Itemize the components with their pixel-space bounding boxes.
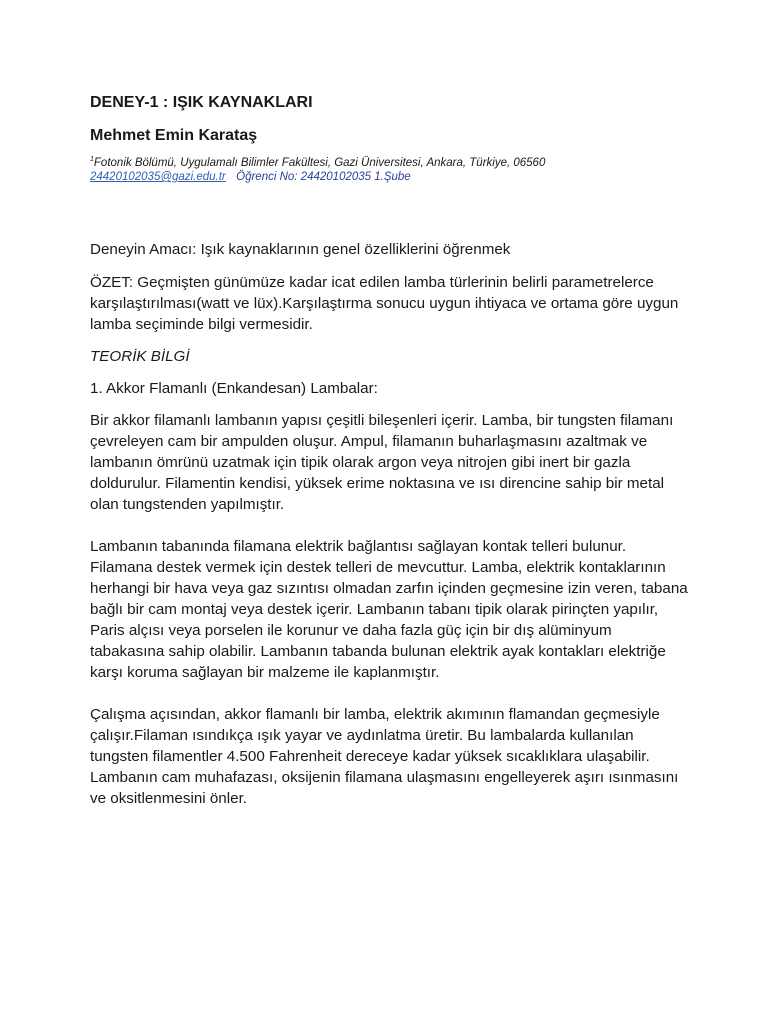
student-number: Öğrenci No: 24420102035 bbox=[236, 171, 372, 183]
affiliation-text: Fotonik Bölümü, Uygulamalı Bilimler Fakültesi, Gazi Üniversitesi, Ankara, Türkiye, 06560 bbox=[93, 157, 546, 169]
document-page bbox=[90, 92, 690, 809]
author-name: Mehmet Emin Karataş bbox=[90, 127, 258, 144]
body-paragraph: Çalışma açısından, akkor flamanlı bir lamba, elektrik akımının flamandan geçmesiyle çalışır.Filaman ısındıkça ışık yayar ve aydınlatma üretir. Bu lambalarda kullanılan tungsten filamentler 4.500 Fahrenheit dereceye kadar yüksek sıcaklıklara ulaşabilir. Lambanın cam muhafazası, oksijenin filamana ulaşmasını engelleyerek aşırı ısınmasını ve oksitlenmesini önler. bbox=[90, 706, 679, 807]
affiliation-superscript: 1 bbox=[90, 156, 94, 164]
affiliation bbox=[90, 156, 690, 170]
email-link[interactable]: 24420102035@gazi.edu.tr bbox=[90, 171, 226, 183]
body-paragraph: Lambanın tabanında filamana elektrik bağlantısı sağlayan kontak telleri bulunur. Filamana destek vermek için destek telleri de mevcuttur. Lamba, elektrik kontaklarının herhangi bir hava veya gaz sızıntısı olmadan zarfın içinden geçmesine izin veren, tabana bağlı bir cam montaj veya destek içerir. Lambanın tabanı tipik olarak pirinçten yapılır, Paris alçısı veya porselen ile korunur ve daha fazla güç için bir dış alüminyum tabakasına sahip olabilir. Lambanın tabanda bulunan elektrik ayak kontakları elektriğe karşı koruma sağlayan bir malzeme ile kaplanmıştır. bbox=[90, 538, 688, 681]
summary-paragraph: ÖZET: Geçmişten günümüze kadar icat edilen lamba türlerinin belirli parametrelerce karşılaştırılması(watt ve lüx).Karşılaştırma sonucu uygun ihtiyaca ve ortama göre uygun lamba seçiminde bilgi vermesidir. bbox=[90, 274, 679, 333]
section-heading: TEORİK BİLGİ bbox=[90, 348, 190, 365]
body-paragraph: Bir akkor filamanlı lambanın yapısı çeşitli bileşenleri içerir. Lamba, bir tungsten filamanı çevreleyen cam bir ampulden oluşur. Ampul, filamanın buharlaşmasını azaltmak ve lambanın ömrünü uzatmak için tipik olarak argon veya nitrojen gibi inert bir gazla doldurulur. Filamentin kendisi, yüksek erime noktasına ve ısı direncine sahip bir metal olan tungstenden yapılmıştır. bbox=[90, 412, 674, 513]
subsection-heading: 1. Akkor Flamanlı (Enkandesan) Lambalar: bbox=[90, 380, 378, 397]
document-title: DENEY-1 : IŞIK KAYNAKLARI bbox=[90, 94, 313, 111]
experiment-aim: Deneyin Amacı: Işık kaynaklarının genel özelliklerini öğrenmek bbox=[90, 241, 511, 258]
contact-line bbox=[90, 170, 690, 185]
branch-label: 1.Şube bbox=[374, 171, 411, 183]
